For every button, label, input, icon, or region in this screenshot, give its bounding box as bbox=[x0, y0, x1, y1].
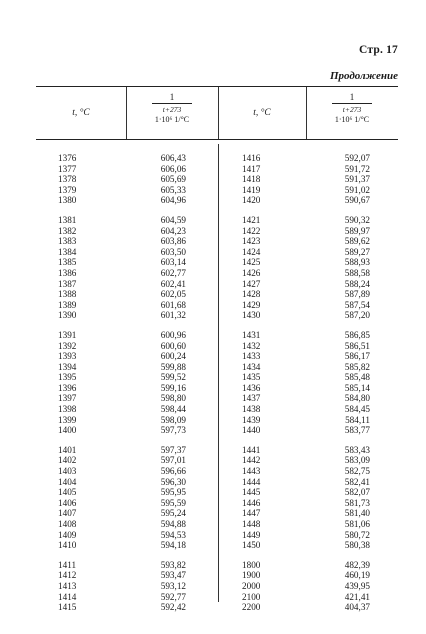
table-row bbox=[36, 404, 398, 415]
value-left: 604,23 bbox=[160, 225, 186, 236]
header-frac-left bbox=[126, 92, 218, 136]
temp-left: 1385 bbox=[58, 257, 77, 268]
value-right: 590,67 bbox=[344, 195, 370, 206]
value-right: 581,06 bbox=[344, 519, 370, 529]
temp-left: 1411 bbox=[58, 559, 77, 570]
value-left: 602,41 bbox=[160, 278, 186, 289]
temp-right: 1423 bbox=[242, 236, 261, 247]
value-right: 592,07 bbox=[344, 153, 370, 163]
temp-left: 1378 bbox=[58, 174, 77, 185]
temp-right: 1429 bbox=[242, 299, 261, 310]
value-left: 603,86 bbox=[160, 236, 186, 247]
temp-right: 1418 bbox=[242, 174, 261, 185]
table-row bbox=[36, 487, 398, 498]
value-right: 587,89 bbox=[344, 289, 370, 300]
value-right: 582,07 bbox=[344, 487, 370, 498]
table-body bbox=[36, 144, 398, 613]
table-row bbox=[36, 341, 398, 352]
value-right: 585,82 bbox=[344, 361, 370, 372]
temp-right: 1431 bbox=[242, 329, 261, 340]
value-right: 587,20 bbox=[344, 310, 370, 321]
temp-right: 1444 bbox=[242, 476, 261, 487]
value-left: 597,37 bbox=[160, 444, 186, 455]
temp-left: 1376 bbox=[58, 153, 77, 163]
table-row bbox=[36, 289, 398, 300]
temp-right: 1441 bbox=[242, 444, 261, 455]
table-row bbox=[36, 257, 398, 268]
temp-left: 1397 bbox=[58, 393, 77, 404]
value-left: 595,24 bbox=[160, 508, 186, 519]
page-number: Стр. 17 bbox=[359, 44, 398, 56]
value-left: 596,30 bbox=[160, 476, 186, 487]
value-left: 604,59 bbox=[160, 214, 186, 225]
temp-right: 1417 bbox=[242, 163, 261, 174]
table-row bbox=[36, 226, 398, 237]
table-row bbox=[36, 153, 398, 164]
value-left: 592,42 bbox=[160, 602, 186, 613]
temp-left: 1384 bbox=[58, 246, 77, 257]
table-row bbox=[36, 592, 398, 603]
temp-left: 1388 bbox=[58, 289, 77, 300]
temp-right: 1438 bbox=[242, 404, 261, 415]
frac-bar bbox=[332, 103, 372, 104]
temp-left: 1414 bbox=[58, 591, 77, 602]
temp-left: 1391 bbox=[58, 329, 77, 340]
frac-numerator: 1 bbox=[349, 92, 355, 102]
temp-left: 1392 bbox=[58, 340, 77, 351]
temp-right: 2200 bbox=[242, 602, 261, 613]
value-right: 588,93 bbox=[344, 257, 370, 268]
table-row bbox=[36, 602, 398, 613]
temp-left: 1389 bbox=[58, 299, 77, 310]
value-left: 600,24 bbox=[160, 351, 186, 362]
value-left: 598,80 bbox=[160, 393, 186, 404]
temp-right: 1445 bbox=[242, 487, 261, 498]
temp-right: 1900 bbox=[242, 570, 261, 581]
value-left: 600,60 bbox=[160, 340, 186, 351]
value-right: 482,39 bbox=[344, 559, 370, 570]
value-right: 581,73 bbox=[344, 497, 370, 508]
value-right: 580,72 bbox=[344, 529, 370, 540]
row-group bbox=[36, 321, 398, 436]
temp-left: 1415 bbox=[58, 602, 77, 613]
temp-left: 1403 bbox=[58, 466, 77, 477]
temp-left: 1413 bbox=[58, 580, 77, 591]
value-right: 580,38 bbox=[344, 540, 370, 551]
temp-left: 1401 bbox=[58, 444, 77, 455]
temp-right: 1425 bbox=[242, 257, 261, 268]
temp-right: 1442 bbox=[242, 455, 261, 466]
table-row bbox=[36, 560, 398, 571]
value-right: 421,41 bbox=[344, 591, 370, 602]
value-right: 584,11 bbox=[345, 414, 370, 425]
temp-right: 1440 bbox=[242, 425, 261, 436]
temp-left: 1398 bbox=[58, 404, 77, 415]
temp-left: 1377 bbox=[58, 163, 77, 174]
value-left: 601,68 bbox=[160, 299, 186, 310]
temp-left: 1400 bbox=[58, 425, 77, 436]
frac-unit: 1·10⁶ 1/°C bbox=[154, 115, 190, 124]
temp-left: 1410 bbox=[58, 540, 77, 551]
value-right: 591,37 bbox=[344, 174, 370, 185]
temp-left: 1390 bbox=[58, 310, 77, 321]
temp-right: 1443 bbox=[242, 466, 261, 477]
value-left: 602,77 bbox=[160, 267, 186, 278]
temp-right: 1427 bbox=[242, 278, 261, 289]
temp-left: 1381 bbox=[58, 214, 77, 225]
table-row bbox=[36, 174, 398, 185]
table-row bbox=[36, 310, 398, 321]
value-left: 606,06 bbox=[160, 163, 186, 174]
header-frac-right bbox=[306, 92, 398, 136]
temp-right: 1448 bbox=[242, 519, 261, 529]
row-group bbox=[36, 206, 398, 321]
temp-left: 1379 bbox=[58, 184, 77, 195]
value-right: 582,41 bbox=[344, 476, 370, 487]
temp-right: 1439 bbox=[242, 414, 261, 425]
value-right: 589,97 bbox=[344, 225, 370, 236]
temp-right: 2100 bbox=[242, 591, 261, 602]
value-left: 599,16 bbox=[160, 382, 186, 393]
value-left: 597,73 bbox=[160, 425, 186, 436]
temp-right: 1800 bbox=[242, 559, 261, 570]
value-left: 594,88 bbox=[160, 519, 186, 529]
temp-left: 1383 bbox=[58, 236, 77, 247]
table-row bbox=[36, 215, 398, 226]
table-row bbox=[36, 581, 398, 592]
temp-right: 1424 bbox=[242, 246, 261, 257]
value-left: 598,44 bbox=[160, 404, 186, 415]
value-left: 598,09 bbox=[160, 414, 186, 425]
table-row bbox=[36, 508, 398, 519]
table-row bbox=[36, 351, 398, 362]
value-right: 586,85 bbox=[344, 329, 370, 340]
table-row bbox=[36, 498, 398, 509]
value-right: 584,80 bbox=[344, 393, 370, 404]
value-left: 600,96 bbox=[160, 329, 186, 340]
value-left: 599,52 bbox=[160, 372, 186, 383]
table-row bbox=[36, 300, 398, 311]
temp-right: 2000 bbox=[242, 580, 261, 591]
temp-left: 1406 bbox=[58, 497, 77, 508]
temp-right: 1450 bbox=[242, 540, 261, 551]
table-row bbox=[36, 185, 398, 196]
table-row bbox=[36, 519, 398, 530]
value-left: 599,88 bbox=[160, 361, 186, 372]
temp-right: 1435 bbox=[242, 372, 261, 383]
value-right: 591,02 bbox=[344, 184, 370, 195]
table-row bbox=[36, 268, 398, 279]
table-row bbox=[36, 455, 398, 466]
value-left: 594,18 bbox=[160, 540, 186, 551]
value-left: 601,32 bbox=[160, 310, 186, 321]
temp-left: 1386 bbox=[58, 267, 77, 278]
value-left: 603,50 bbox=[160, 246, 186, 257]
value-right: 588,24 bbox=[344, 278, 370, 289]
temp-right: 1426 bbox=[242, 267, 261, 278]
row-group bbox=[36, 436, 398, 551]
header-t-right: t, °C bbox=[253, 108, 271, 118]
frac-denominator: t+273 bbox=[162, 105, 182, 114]
row-group bbox=[36, 551, 398, 613]
table-row bbox=[36, 195, 398, 206]
temp-right: 1449 bbox=[242, 529, 261, 540]
frac-unit: 1·10⁶ 1/°C bbox=[334, 115, 370, 124]
table-row bbox=[36, 540, 398, 551]
value-right: 583,09 bbox=[344, 455, 370, 466]
value-right: 583,77 bbox=[344, 425, 370, 436]
temp-right: 1420 bbox=[242, 195, 261, 206]
table-row bbox=[36, 425, 398, 436]
table-row bbox=[36, 236, 398, 247]
value-left: 606,43 bbox=[160, 153, 186, 163]
value-right: 589,27 bbox=[344, 246, 370, 257]
value-right: 460,19 bbox=[344, 570, 370, 581]
temp-left: 1394 bbox=[58, 361, 77, 372]
continued-label: Продолжение bbox=[329, 70, 398, 82]
value-right: 584,45 bbox=[344, 404, 370, 415]
header-t-left: t, °C bbox=[72, 108, 90, 118]
value-right: 586,17 bbox=[344, 351, 370, 362]
value-left: 605,33 bbox=[160, 184, 186, 195]
temp-left: 1387 bbox=[58, 278, 77, 289]
value-right: 585,14 bbox=[344, 382, 370, 393]
temp-right: 1446 bbox=[242, 497, 261, 508]
temp-left: 1405 bbox=[58, 487, 77, 498]
data-table bbox=[36, 86, 398, 613]
value-right: 583,43 bbox=[344, 444, 370, 455]
temp-right: 1428 bbox=[242, 289, 261, 300]
frac-denominator: t+273 bbox=[342, 105, 362, 114]
temp-right: 1437 bbox=[242, 393, 261, 404]
table-row bbox=[36, 477, 398, 488]
value-left: 605,69 bbox=[160, 174, 186, 185]
temp-right: 1430 bbox=[242, 310, 261, 321]
value-left: 595,95 bbox=[160, 487, 186, 498]
value-right: 581,40 bbox=[344, 508, 370, 519]
value-right: 585,48 bbox=[344, 372, 370, 383]
table-row bbox=[36, 164, 398, 175]
value-right: 588,58 bbox=[344, 267, 370, 278]
row-group bbox=[36, 144, 398, 206]
table-row bbox=[36, 445, 398, 456]
temp-right: 1422 bbox=[242, 225, 261, 236]
value-right: 586,51 bbox=[344, 340, 370, 351]
table-row bbox=[36, 466, 398, 477]
temp-left: 1382 bbox=[58, 225, 77, 236]
temp-right: 1432 bbox=[242, 340, 261, 351]
value-right: 591,72 bbox=[344, 163, 370, 174]
table-row bbox=[36, 530, 398, 541]
table-row bbox=[36, 570, 398, 581]
table-row bbox=[36, 415, 398, 426]
temp-left: 1396 bbox=[58, 382, 77, 393]
temp-left: 1408 bbox=[58, 519, 77, 529]
temp-left: 1395 bbox=[58, 372, 77, 383]
temp-right: 1419 bbox=[242, 184, 261, 195]
value-left: 602,05 bbox=[160, 289, 186, 300]
value-right: 439,95 bbox=[344, 580, 370, 591]
temp-right: 1416 bbox=[242, 153, 261, 163]
temp-left: 1402 bbox=[58, 455, 77, 466]
temp-right: 1434 bbox=[242, 361, 261, 372]
value-left: 592,77 bbox=[160, 591, 186, 602]
frac-bar bbox=[152, 103, 192, 104]
frac-numerator: 1 bbox=[169, 92, 175, 102]
temp-left: 1380 bbox=[58, 195, 77, 206]
table-row bbox=[36, 393, 398, 404]
value-left: 594,53 bbox=[160, 529, 186, 540]
value-left: 593,82 bbox=[160, 559, 186, 570]
temp-right: 1421 bbox=[242, 214, 261, 225]
table-row bbox=[36, 330, 398, 341]
temp-right: 1436 bbox=[242, 382, 261, 393]
table-row bbox=[36, 372, 398, 383]
temp-left: 1399 bbox=[58, 414, 77, 425]
value-left: 593,12 bbox=[160, 580, 186, 591]
value-right: 587,54 bbox=[344, 299, 370, 310]
table-row bbox=[36, 247, 398, 258]
table-header bbox=[36, 86, 398, 140]
value-left: 593,47 bbox=[160, 570, 186, 581]
value-left: 596,66 bbox=[160, 466, 186, 477]
value-right: 589,62 bbox=[344, 236, 370, 247]
temp-left: 1407 bbox=[58, 508, 77, 519]
table-row bbox=[36, 279, 398, 290]
value-right: 404,37 bbox=[344, 602, 370, 613]
temp-left: 1393 bbox=[58, 351, 77, 362]
temp-left: 1404 bbox=[58, 476, 77, 487]
table-row bbox=[36, 383, 398, 394]
value-left: 595,59 bbox=[160, 497, 186, 508]
temp-right: 1447 bbox=[242, 508, 261, 519]
table-row bbox=[36, 362, 398, 373]
value-left: 603,14 bbox=[160, 257, 186, 268]
value-right: 582,75 bbox=[344, 466, 370, 477]
temp-left: 1412 bbox=[58, 570, 77, 581]
value-left: 597,01 bbox=[160, 455, 186, 466]
value-right: 590,32 bbox=[344, 214, 370, 225]
temp-right: 1433 bbox=[242, 351, 261, 362]
value-left: 604,96 bbox=[160, 195, 186, 206]
temp-left: 1409 bbox=[58, 529, 77, 540]
